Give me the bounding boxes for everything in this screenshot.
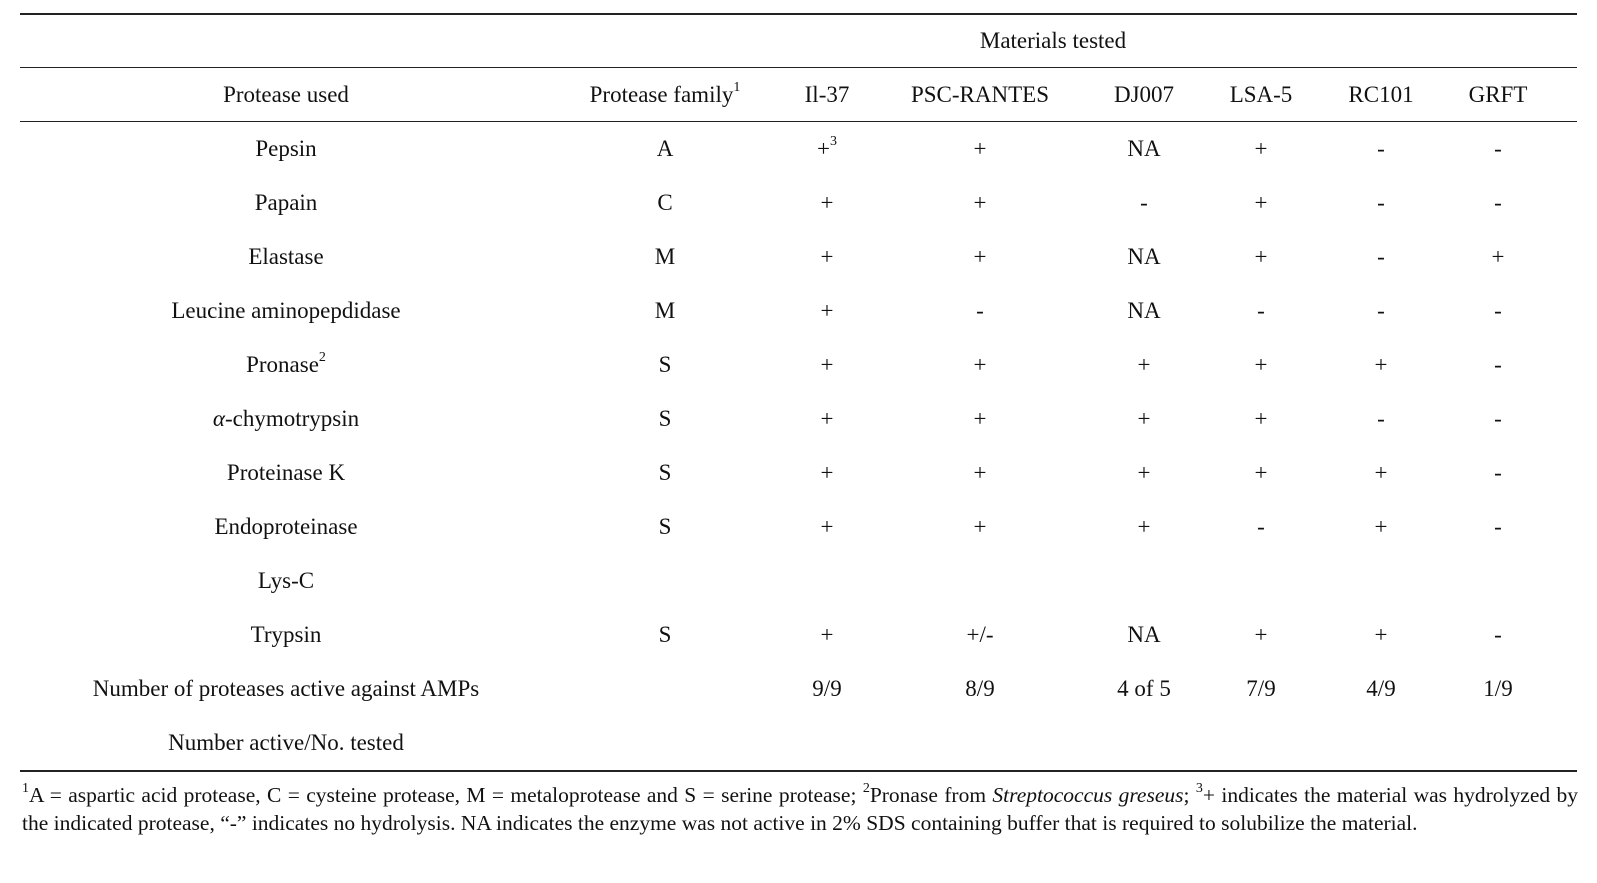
row-trypsin-il37: + [820,622,834,647]
materials-tested-heading: Materials tested [979,28,1127,53]
row-chymotrypsin-protease-text: -chymotrypsin [224,406,360,431]
row-pronase-grft: - [1494,352,1502,377]
table-bottom-rule [20,770,1577,772]
row-proteinase-k-protease: Proteinase K [226,460,346,485]
row-elastase-rc101: - [1377,244,1385,269]
row-pepsin-dj007: NA [1127,136,1161,161]
row-endoproteinase-rc101: + [1374,514,1388,539]
row-pepsin-il37 [817,135,837,163]
row-elastase-grft: + [1491,244,1505,269]
row-pronase-rc101: + [1374,352,1388,377]
row-pronase-family: S [658,352,672,377]
row-elastase-lsa5: + [1254,244,1268,269]
header-col-grft: GRFT [1468,82,1528,107]
footnote-organism: Streptococcus greseus [992,783,1184,807]
table-top-rule [20,13,1577,15]
row-chymotrypsin-grft: - [1494,406,1502,431]
row-leucine-psc-rantes: - [976,298,984,323]
footnote-marker-1: 1 [733,80,741,96]
row-chymotrypsin-lsa5: + [1254,406,1268,431]
row-leucine-protease: Leucine aminopepdidase [171,298,401,323]
row-proteinase-k-il37: + [820,460,834,485]
summary-grft: 1/9 [1483,676,1513,701]
row-endoproteinase-lsa5: - [1257,514,1265,539]
row-leucine-lsa5: - [1257,298,1265,323]
row-trypsin-psc-rantes: +/- [966,622,994,647]
row-pepsin-family: A [656,136,674,161]
header-protease-family-text: Protease family [589,82,734,107]
summary-psc-rantes: 8/9 [965,676,995,701]
summary-dj007: 4 of 5 [1117,676,1171,701]
row-papain-rc101: - [1377,190,1385,215]
row-trypsin-protease: Trypsin [250,622,322,647]
alpha-symbol: α [212,406,225,431]
row-chymotrypsin-family: S [658,406,672,431]
row-papain-family: C [657,190,673,215]
row-pronase-il37: + [820,352,834,377]
header-col-psc-rantes: PSC-RANTES [910,82,1050,107]
header-col-lsa5: LSA-5 [1229,82,1293,107]
row-trypsin-dj007: NA [1127,622,1161,647]
row-chymotrypsin-protease [213,405,359,433]
row-pronase-protease [246,351,326,379]
header-col-dj007: DJ007 [1113,82,1175,107]
row-proteinase-k-rc101: + [1374,460,1388,485]
row-endoproteinase-protease: Endoproteinase [214,514,358,539]
row-pronase-protease-text: Pronase [246,352,319,377]
row-leucine-rc101: - [1377,298,1385,323]
row-lys-c-protease: Lys-C [257,568,315,593]
row-endoproteinase-psc-rantes: + [973,514,987,539]
row-leucine-il37: + [820,298,834,323]
summary-sublabel: Number active/No. tested [168,730,404,755]
row-trypsin-grft: - [1494,622,1502,647]
row-papain-grft: - [1494,190,1502,215]
row-elastase-psc-rantes: + [973,244,987,269]
footnote-marker-3: 3 [829,134,837,150]
row-chymotrypsin-il37: + [820,406,834,431]
row-elastase-dj007: NA [1127,244,1161,269]
header-col-rc101: RC101 [1348,82,1414,107]
row-endoproteinase-dj007: + [1137,514,1151,539]
header-protease-family [590,81,741,109]
row-pepsin-protease: Pepsin [255,136,317,161]
row-proteinase-k-dj007: + [1137,460,1151,485]
row-chymotrypsin-rc101: - [1377,406,1385,431]
row-proteinase-k-family: S [658,460,672,485]
row-pronase-psc-rantes: + [973,352,987,377]
footnote-part-1: A = aspartic acid protease, C = cysteine protease, M = metaloprotease and S = serine protease; [29,783,863,807]
row-proteinase-k-grft: - [1494,460,1502,485]
row-proteinase-k-psc-rantes: + [973,460,987,485]
footnote-part-4: + indicates the material was hydrolyzed by the indicated protease, “-” indicates no hydrolysis. NA indicates the enzyme was not active in 2% SDS containing buffer that is required to solubilize the material. [22,783,1578,835]
footnote-part-2: Pronase from [869,783,993,807]
header-bottom-rule [20,121,1577,122]
row-endoproteinase-il37: + [820,514,834,539]
row-trypsin-family: S [658,622,672,647]
summary-il37: 9/9 [812,676,842,701]
summary-label: Number of proteases active against AMPs [92,676,480,701]
footnote-part-3: ; [1183,783,1196,807]
row-leucine-dj007: NA [1127,298,1161,323]
row-pepsin-psc-rantes: + [973,136,987,161]
row-leucine-grft: - [1494,298,1502,323]
header-protease-used: Protease used [223,82,349,107]
summary-lsa5: 7/9 [1246,676,1276,701]
summary-rc101: 4/9 [1366,676,1396,701]
row-trypsin-lsa5: + [1254,622,1268,647]
header-divider-rule [20,67,1577,68]
row-papain-il37: + [820,190,834,215]
row-elastase-family: M [654,244,676,269]
row-pepsin-il37-value: + [817,136,830,161]
row-chymotrypsin-dj007: + [1137,406,1151,431]
row-pepsin-rc101: - [1377,136,1385,161]
header-col-il37: Il-37 [804,82,850,107]
row-pepsin-grft: - [1494,136,1502,161]
row-leucine-family: M [654,298,676,323]
row-proteinase-k-lsa5: + [1254,460,1268,485]
footnote-sup-2: 2 [862,780,870,796]
row-papain-lsa5: + [1254,190,1268,215]
row-elastase-il37: + [820,244,834,269]
table-footnote [22,782,1578,837]
row-pronase-lsa5: + [1254,352,1268,377]
row-papain-dj007: - [1140,190,1148,215]
row-endoproteinase-grft: - [1494,514,1502,539]
row-pepsin-lsa5: + [1254,136,1268,161]
row-papain-psc-rantes: + [973,190,987,215]
footnote-sup-1: 1 [22,780,29,796]
row-pronase-dj007: + [1137,352,1151,377]
row-endoproteinase-family: S [658,514,672,539]
row-papain-protease: Papain [254,190,318,215]
row-trypsin-rc101: + [1374,622,1388,647]
row-chymotrypsin-psc-rantes: + [973,406,987,431]
footnote-sup-3: 3 [1195,780,1203,796]
row-elastase-protease: Elastase [248,244,324,269]
footnote-marker-2: 2 [318,350,326,366]
